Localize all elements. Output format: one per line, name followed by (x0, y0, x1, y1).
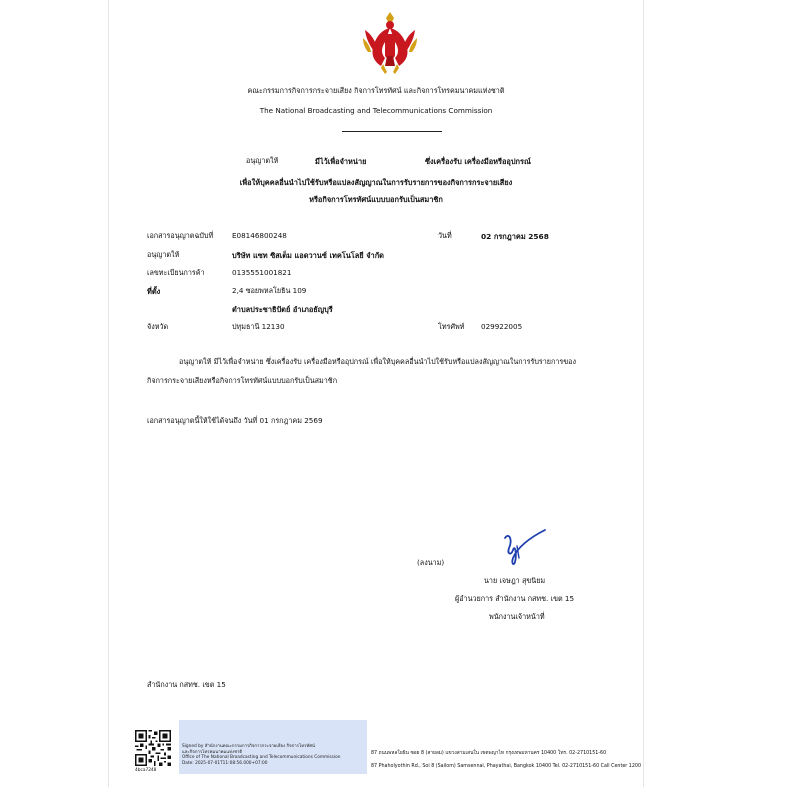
phone-label: โทรศัพท์ (438, 322, 465, 331)
header-divider (342, 131, 442, 132)
doc-no-label: เอกสารอนุญาตฉบับที่ (147, 231, 214, 240)
signer-title: พนักงานเจ้าหน้าที่ (489, 612, 545, 621)
seal-line-3: Office of The National Broadcasting and Telecommunications Commission (182, 755, 341, 760)
office-name: สำนักงาน กสทช. เขต 15 (147, 680, 226, 689)
org-name-thai: คณะกรรมการกิจการกระจายเสียง กิจการโทรทัศน์ และกิจการโทรคมนาคมแห่งชาติ (247, 86, 505, 95)
grant-value: มีไว้เพื่อจำหน่าย (315, 157, 367, 166)
permit-document (108, 0, 644, 787)
registration-label: เลขทะเบียนการค้า (147, 268, 205, 277)
qr-code-icon (135, 730, 171, 766)
body-paragraph-line-1: อนุญาตให้ มีไว้เพื่อจำหน่าย ซึ่งเครื่องรับ เครื่องมือหรืออุปกรณ์ เพื่อให้บุคคลอื่นนำไปใช้รับหรือแปลงสัญญาณในการรับรายการของ (179, 357, 576, 366)
body-paragraph-line-2: กิจการกระจายเสียงหรือกิจการโทรทัศน์แบบบอกรับเป็นสมาชิก (147, 376, 338, 385)
registration-value: 0135551001821 (232, 268, 292, 277)
seal-line-1: Signed by สำนักงานคณะกรรมการกิจการกระจายเสียง กิจการโทรทัศน์ (182, 744, 315, 749)
phone-value: 029922005 (481, 322, 523, 331)
signature-icon (499, 528, 551, 568)
sign-label: (ลงนาม) (417, 558, 445, 567)
footer-address-english: 87 Phaholyothin Rd., Soi 8 (Sailom) Samsennai, Phayathai, Bangkok 10400 Tel. 02-2710151-60 Call Center 1200 (371, 764, 642, 769)
digital-signature-box (179, 720, 367, 774)
purpose-line-1: เพื่อให้บุคคลอื่นนำไปใช้รับหรือแปลงสัญญาณในการรับรายการของกิจการกระจายเสียง (239, 178, 513, 187)
grantee-value: บริษัท แซท ซิสเต็ม แอดวานซ์ เทคโนโลยี จำกัด (232, 251, 384, 260)
grantee-label: อนุญาตให้ (147, 250, 180, 259)
purpose-line-2: หรือกิจการโทรทัศน์แบบบอกรับเป็นสมาชิก (309, 195, 443, 204)
date-value: 02 กรกฎาคม 2568 (481, 232, 549, 241)
garuda-emblem-icon (361, 8, 419, 76)
address-label: ที่ตั้ง (147, 287, 161, 296)
validity-text: เอกสารอนุญาตนี้ให้ใช้ได้จนถึง วันที่ 01 กรกฎาคม 2569 (147, 416, 323, 425)
doc-no-value: E08146800248 (232, 231, 287, 240)
seal-line-4: Date: 2025-07-01T11:08:56.000+07:00 (182, 761, 268, 766)
seal-line-2: และกิจการโทรคมนาคมแห่งชาติ (182, 750, 243, 755)
address-line-1: 2,4 ซอยพหลโยธิน 109 (232, 286, 307, 295)
province-value: ปทุมธานี 12130 (232, 322, 285, 331)
address-line-2: ตำบลประชาธิปัตย์ อำเภอธัญบุรี (232, 305, 333, 314)
device-value: ซึ่งเครื่องรับ เครื่องมือหรืออุปกรณ์ (425, 157, 531, 166)
province-label: จังหวัด (147, 322, 169, 331)
date-label: วันที่ (438, 231, 452, 240)
signer-name: นาย เจษฎา สุขนิยม (484, 576, 546, 585)
signer-role: ผู้อำนวยการ สำนักงาน กสทช. เขต 15 (455, 594, 575, 603)
org-name-english: The National Broadcasting and Telecommunications Commission (259, 106, 493, 115)
grant-label: อนุญาตให้ (246, 156, 279, 165)
qr-code-label: 4bca7248 (135, 768, 157, 773)
footer-address-thai: 87 ถนนพหลโยธิน ซอย 8 (สายลม) แขวงสามเสนใน เขตพญาไท กรุงเทพมหานคร 10400 โทร. 02-2710151-60 (371, 751, 607, 756)
